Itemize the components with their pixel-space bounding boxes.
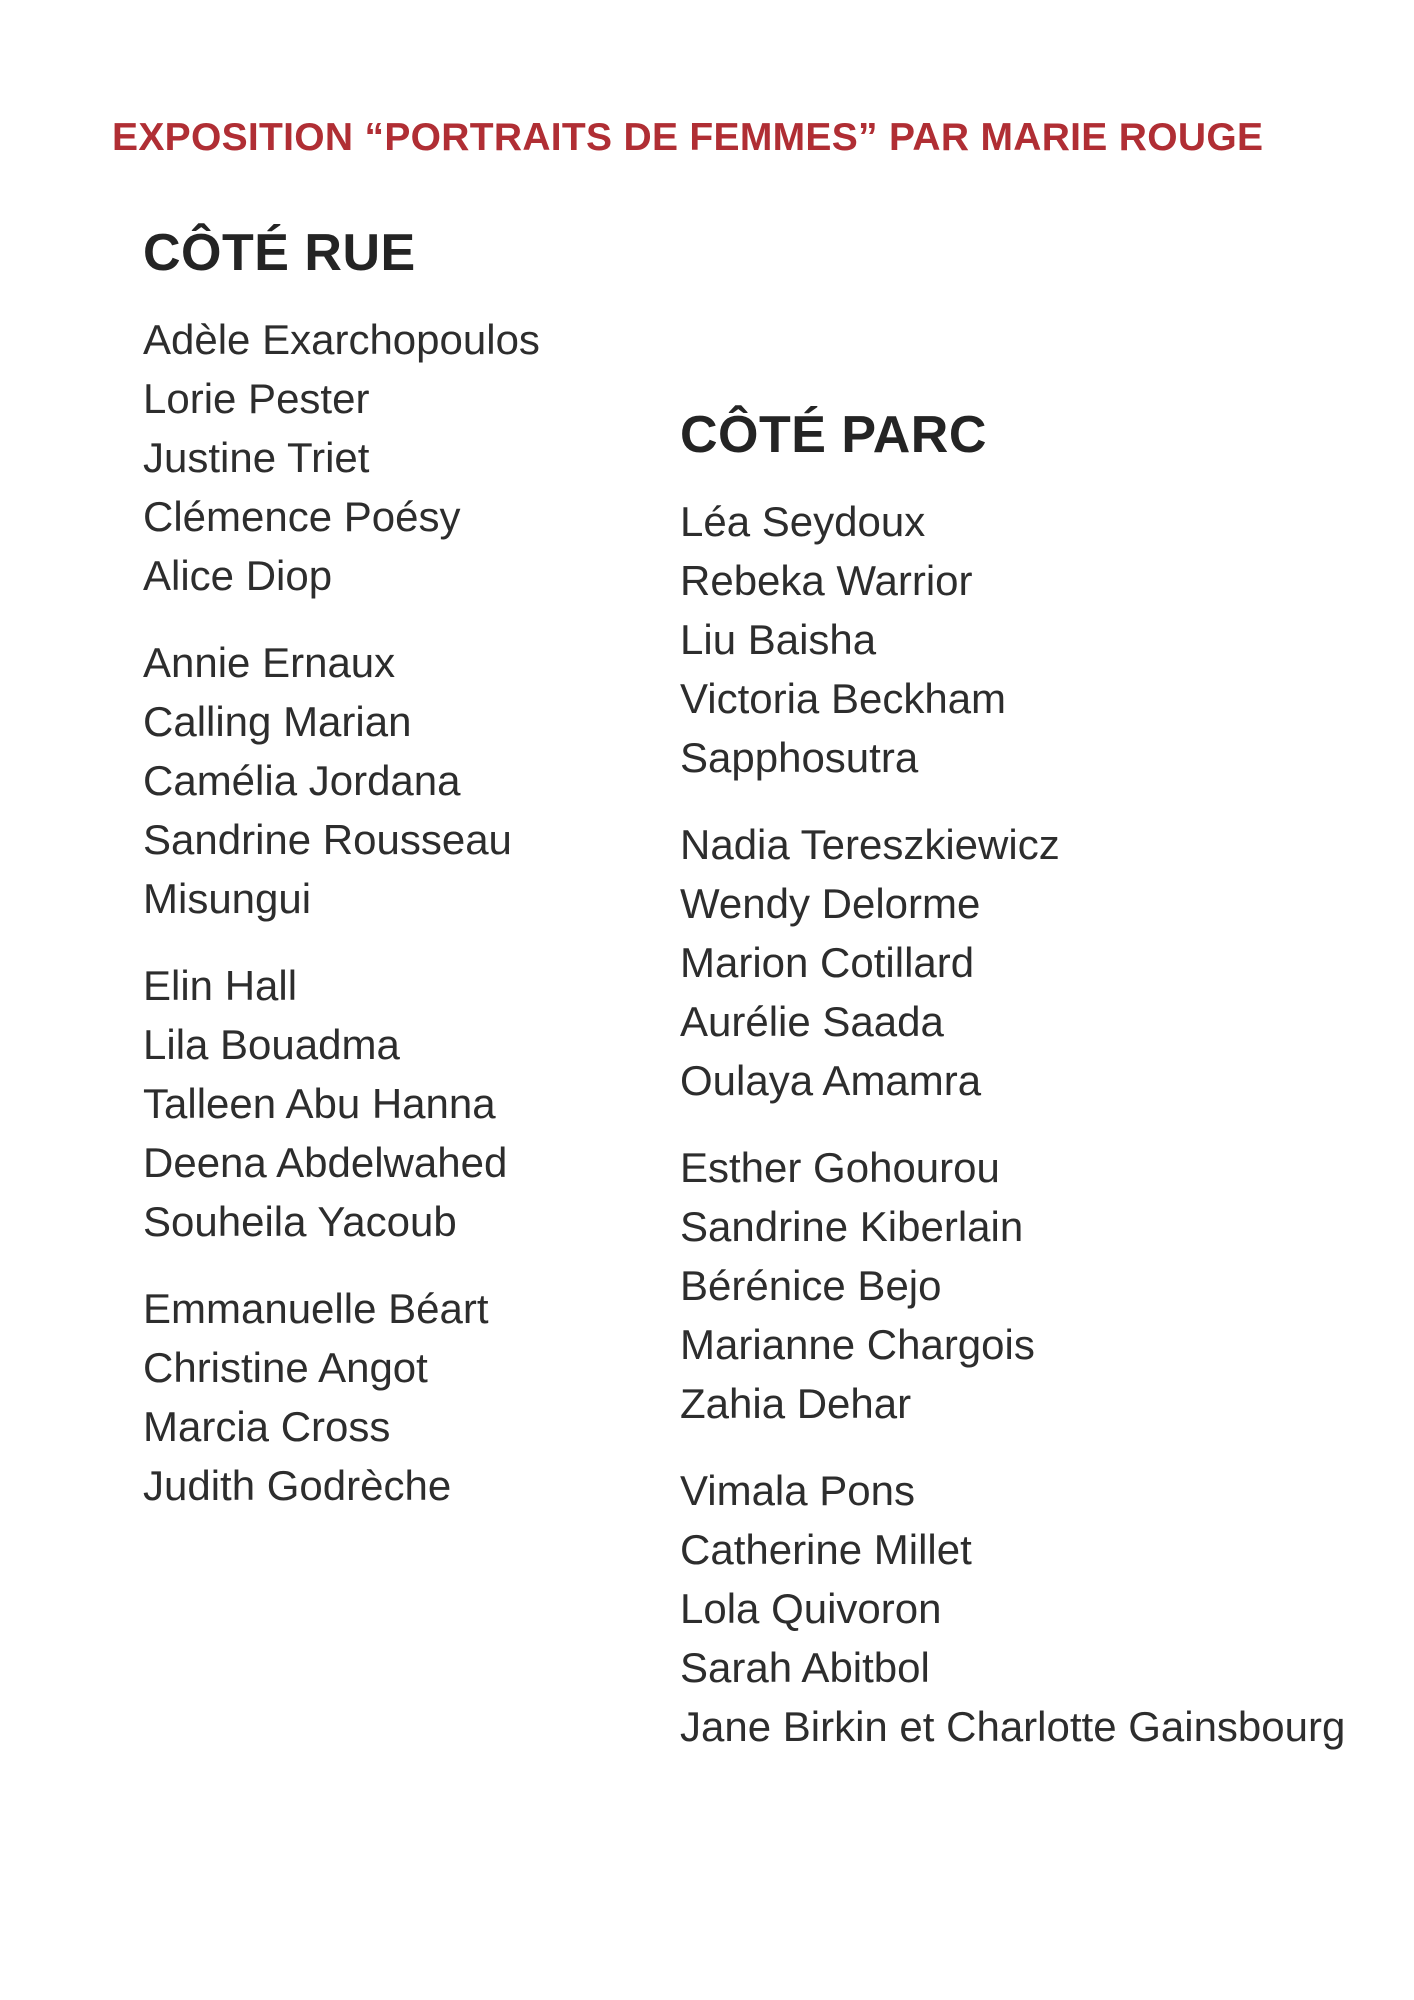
- person-name: Sandrine Rousseau: [143, 816, 512, 863]
- person-name: Lorie Pester: [143, 375, 370, 422]
- name-group: [680, 1138, 1410, 1433]
- column-cote-parc: [680, 407, 1410, 1756]
- person-name: Jane Birkin et Charlotte Gainsbourg: [680, 1703, 1346, 1750]
- person-name: Marion Cotillard: [680, 939, 975, 986]
- person-name: Lola Quivoron: [680, 1585, 942, 1632]
- name-group: [143, 1279, 613, 1515]
- name-group: [143, 310, 613, 605]
- name-list-cote-parc: [680, 492, 1410, 1756]
- person-name: Zahia Dehar: [680, 1380, 912, 1427]
- person-name: Justine Triet: [143, 434, 370, 481]
- person-name: Deena Abdelwahed: [143, 1139, 508, 1186]
- person-name: Victoria Beckham: [680, 675, 1007, 722]
- column-heading-cote-parc: CÔTÉ PARC: [680, 406, 987, 464]
- person-name: Camélia Jordana: [143, 757, 461, 804]
- page-title: EXPOSITION “PORTRAITS DE FEMMES” PAR MARIE ROUGE: [112, 116, 1264, 159]
- person-name: Sandrine Kiberlain: [680, 1203, 1024, 1250]
- person-name: Souheila Yacoub: [143, 1198, 457, 1245]
- person-name: Marianne Chargois: [680, 1321, 1035, 1368]
- name-group: [680, 815, 1410, 1110]
- person-name: Nadia Tereszkiewicz: [680, 821, 1060, 868]
- person-name: Emmanuelle Béart: [143, 1285, 489, 1332]
- person-name: Aurélie Saada: [680, 998, 944, 1045]
- name-group: [680, 492, 1410, 787]
- person-name: Catherine Millet: [680, 1526, 972, 1573]
- person-name: Oulaya Amamra: [680, 1057, 982, 1104]
- person-name: Adèle Exarchopoulos: [143, 316, 540, 363]
- person-name: Alice Diop: [143, 552, 333, 599]
- person-name: Christine Angot: [143, 1344, 428, 1391]
- person-name: Bérénice Bejo: [680, 1262, 942, 1309]
- person-name: Sarah Abitbol: [680, 1644, 930, 1691]
- person-name: Liu Baisha: [680, 616, 877, 663]
- person-name: Calling Marian: [143, 698, 412, 745]
- person-name: Lila Bouadma: [143, 1021, 400, 1068]
- person-name: Misungui: [143, 875, 312, 922]
- person-name: Vimala Pons: [680, 1467, 916, 1514]
- column-cote-rue: [143, 225, 613, 1515]
- person-name: Judith Godrèche: [143, 1462, 452, 1509]
- person-name: Marcia Cross: [143, 1403, 391, 1450]
- name-group: [680, 1461, 1410, 1756]
- column-heading-cote-rue: CÔTÉ RUE: [143, 224, 416, 282]
- person-name: Rebeka Warrior: [680, 557, 973, 604]
- name-list-cote-rue: [143, 310, 613, 1515]
- name-group: [143, 633, 613, 928]
- person-name: Clémence Poésy: [143, 493, 461, 540]
- person-name: Wendy Delorme: [680, 880, 981, 927]
- name-group: [143, 956, 613, 1251]
- person-name: Talleen Abu Hanna: [143, 1080, 496, 1127]
- person-name: Sapphosutra: [680, 734, 919, 781]
- person-name: Léa Seydoux: [680, 498, 926, 545]
- person-name: Elin Hall: [143, 962, 298, 1009]
- person-name: Esther Gohourou: [680, 1144, 1000, 1191]
- person-name: Annie Ernaux: [143, 639, 396, 686]
